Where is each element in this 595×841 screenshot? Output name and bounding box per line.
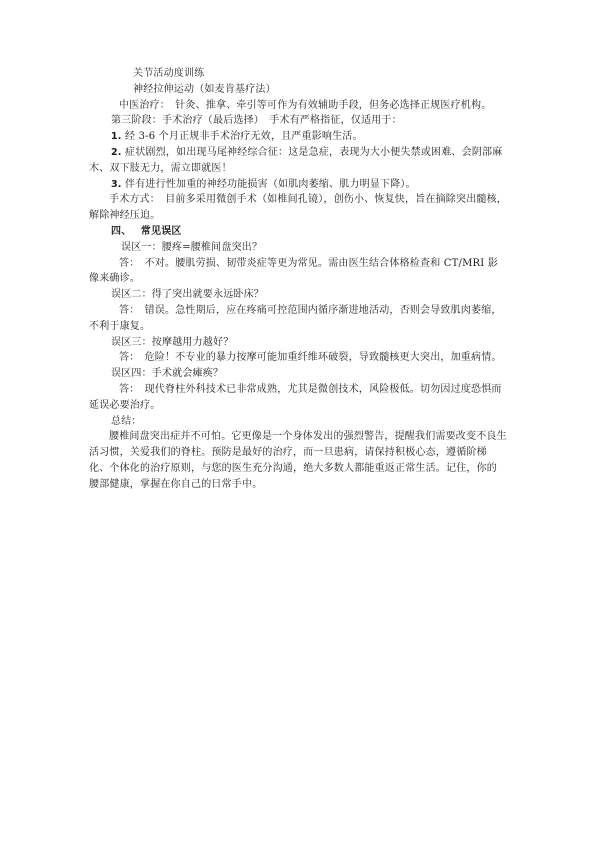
- misconception-4-answer: 答： 现代脊柱外科技术已非常成熟，尤其是微创技术，风险极低。切勿因过度恐惧而延误必要治疗。: [89, 383, 502, 411]
- misconception-4-question: 误区四：手术就会瘫痪？: [111, 368, 224, 380]
- section-heading-misconceptions: [89, 224, 507, 240]
- list-text: 经 3-6 个月正规非手术治疗无效，且严重影响生活。: [125, 131, 363, 143]
- surgery-indication-2: [89, 145, 507, 177]
- rehab-item-nerve-stretch: 神经拉伸运动（如麦肯基疗法）: [133, 83, 276, 95]
- misconception-1-answer: 答： 不对。腰肌劳损、韧带炎症等更为常见。需由医生结合体格检查和 CT/MRI 影像来确诊。: [89, 257, 498, 285]
- list-text: 症状剧烈，如出现马尾神经综合征：这是急症，表现为大小便失禁或困难、会阴部麻木、双下肢无力，需立即就医！: [89, 146, 503, 174]
- rehab-item-joint-rom: 关节活动度训练: [133, 68, 205, 79]
- list-number: 2.: [111, 146, 122, 158]
- surgery-method-paragraph: 手术方式： 目前多采用微创手术（如椎间孔镜），创伤小、恢复快，旨在摘除突出髓核，解除神经压迫。: [89, 194, 507, 222]
- list-text: 伴有进行性加重的神经功能损害（如肌肉萎缩、肌力明显下降）。: [125, 178, 416, 190]
- summary-label: 总结：: [111, 415, 142, 427]
- stage3-heading: 第三阶段：手术治疗（最后选择） 手术有严格指征，仅适用于：: [111, 115, 402, 127]
- misconception-1-question: 误区一：腰疼=腰椎间盘突出？: [121, 241, 263, 253]
- summary-paragraph: 腰椎间盘突出症并不可怕。它更像是一个身体发出的强烈警告，提醒我们需要改变不良生活习惯，关爱我们的脊柱。预防是最好的治疗，而一旦患病，请保持积极心态，遵循阶梯化、个体化的治疗原则，与您的医生充分沟通，绝大多数人都能重返正常生活。记住，你的腰部健康，掌握在你自己的日常手中。: [89, 431, 507, 490]
- misconception-2-answer: 答： 错误。急性期后，应在疼痛可控范围内循序渐进地活动，否则会导致肌肉萎缩，不利于康复。: [89, 304, 502, 332]
- surgery-indication-3: [89, 177, 507, 193]
- list-number: 3.: [111, 178, 122, 190]
- list-number: 1.: [111, 131, 122, 143]
- tcm-treatment-paragraph: 中医治疗： 针灸、推拿、牵引等可作为有效辅助手段，但务必选择正规医疗机构。: [119, 99, 492, 111]
- misconception-3-question: 误区三：按摩越用力越好？: [111, 336, 234, 348]
- section-number: 四、: [111, 225, 132, 237]
- document-body: [89, 66, 507, 493]
- misconception-2-question: 误区二：得了突出就要永远卧床？: [111, 289, 264, 301]
- surgery-indication-1: [89, 129, 507, 145]
- misconception-3-answer: 答： 危险！不专业的暴力按摩可能加重纤维环破裂，导致髓核更大突出，加重病情。: [119, 352, 502, 364]
- section-title: 常见误区: [140, 225, 182, 237]
